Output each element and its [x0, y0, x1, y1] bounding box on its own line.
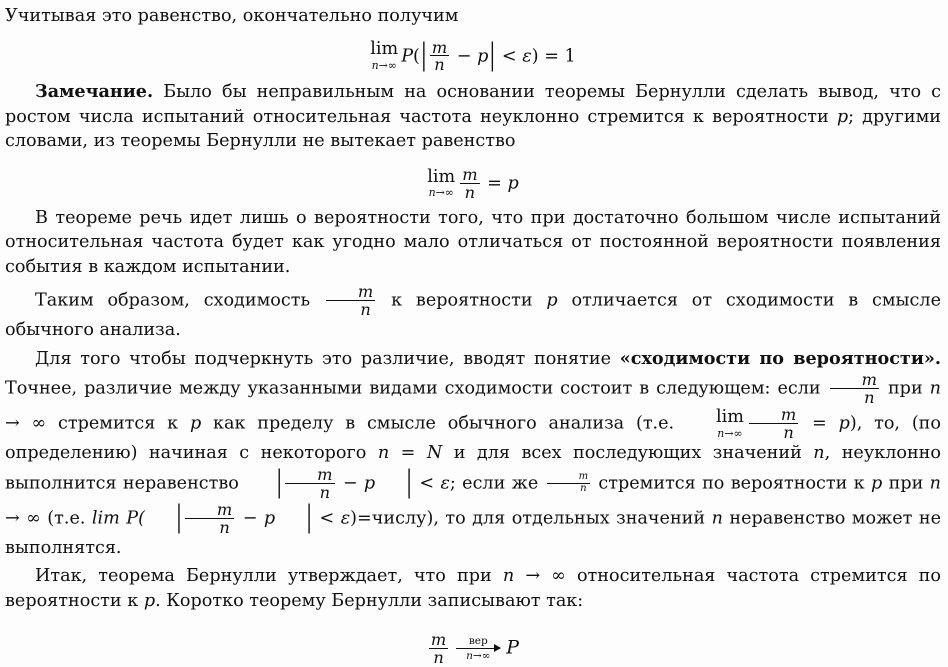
equation-limit-frequency: lim n→∞ $\frac{m}{n}$ = p: [427, 164, 519, 202]
page: [5, 4, 941, 666]
fraction-m-n: $\frac{m}{n}$: [285, 466, 334, 501]
equation-convergence-in-probability: $\frac{m}{n}$ вер n→∞ P: [430, 630, 520, 667]
fraction-m-n: $\frac{m}{n}$: [830, 371, 879, 406]
term-convergence-in-probability: «сходимости по вероятности».: [619, 347, 941, 369]
bernoulli-summary-paragraph: Итак, теорема Бернулли утверждает, что при n → ∞ относительная частота стремится по вероятности к p. Коротко теорему Бернулли записывают так:: [5, 566, 941, 611]
fraction-m-n: $\frac{m}{n}$: [326, 283, 375, 318]
equation-limit-probability: lim n→∞ P(| $\frac{m}{n}$ − p| < ε) = 1: [370, 37, 576, 75]
fraction-m-n: $\frac{m}{n}$: [431, 37, 448, 75]
intro-paragraph: Учитывая это равенство, окончательно получим: [5, 6, 459, 26]
convergence-paragraph: Таким образом, сходимость $\frac{m}{n}$ к вероятности p отличается от сходимости в смысле обычного анализа.: [5, 282, 941, 341]
remark-paragraph: Замечание. Было бы неправильным на основании теоремы Бернулли сделать вывод, что с ростом числа испытаний относительная частота неуклонно стремится к вероятности p; другими словами, из теоремы Бернулли не вытекает равенство: [5, 81, 941, 152]
lim-operator: lim n→∞: [427, 166, 456, 200]
fraction-m-n-small: $\frac{m}{n}$: [547, 472, 591, 494]
fraction-m-n: $\frac{m}{n}$: [462, 164, 478, 202]
explanation-paragraph: В теореме речь идет лишь о вероятности того, что при достаточно большом числе испытаний относительная частота будет как угодно мало отличаться от постоянной вероятности появления события в каждом испытании.: [5, 207, 941, 277]
lim-operator: lim n→∞: [370, 39, 399, 72]
fraction-m-n: $\frac{m}{n}$: [430, 630, 447, 667]
probability-convergence-paragraph: Для того чтобы подчеркнуть это различие, вводят понятие «сходимости по вероятности». Точнее, различие между указанными видами сходимости состоит в следующем: если $\frac{m}{n}$ при n → ∞ стремится к p как пределу в смысле обычного анализа (т.е. lim n→∞ $\frac{m}{n}$ = p), то, (по определению) начиная с некоторого n = N и для всех последующих значений n, неуклонно выполнится неравенство | $\frac{m}{n}$ − p | < ε; если же $\frac{m}{n}$ стремится по вероятности к p при n → ∞ (т.е. lim P( | $\frac{m}{n}$ − p | < ε)=числу), то для отдельных значений n неравенство может не выполнятся.: [5, 347, 942, 558]
convergence-arrow: вер n→∞: [456, 636, 500, 662]
remark-heading: Замечание.: [35, 81, 154, 103]
fraction-m-n: $\frac{m}{n}$: [185, 501, 234, 536]
fraction-m-n: $\frac{m}{n}$: [749, 406, 798, 441]
lim-operator: lim n→∞: [715, 407, 744, 440]
